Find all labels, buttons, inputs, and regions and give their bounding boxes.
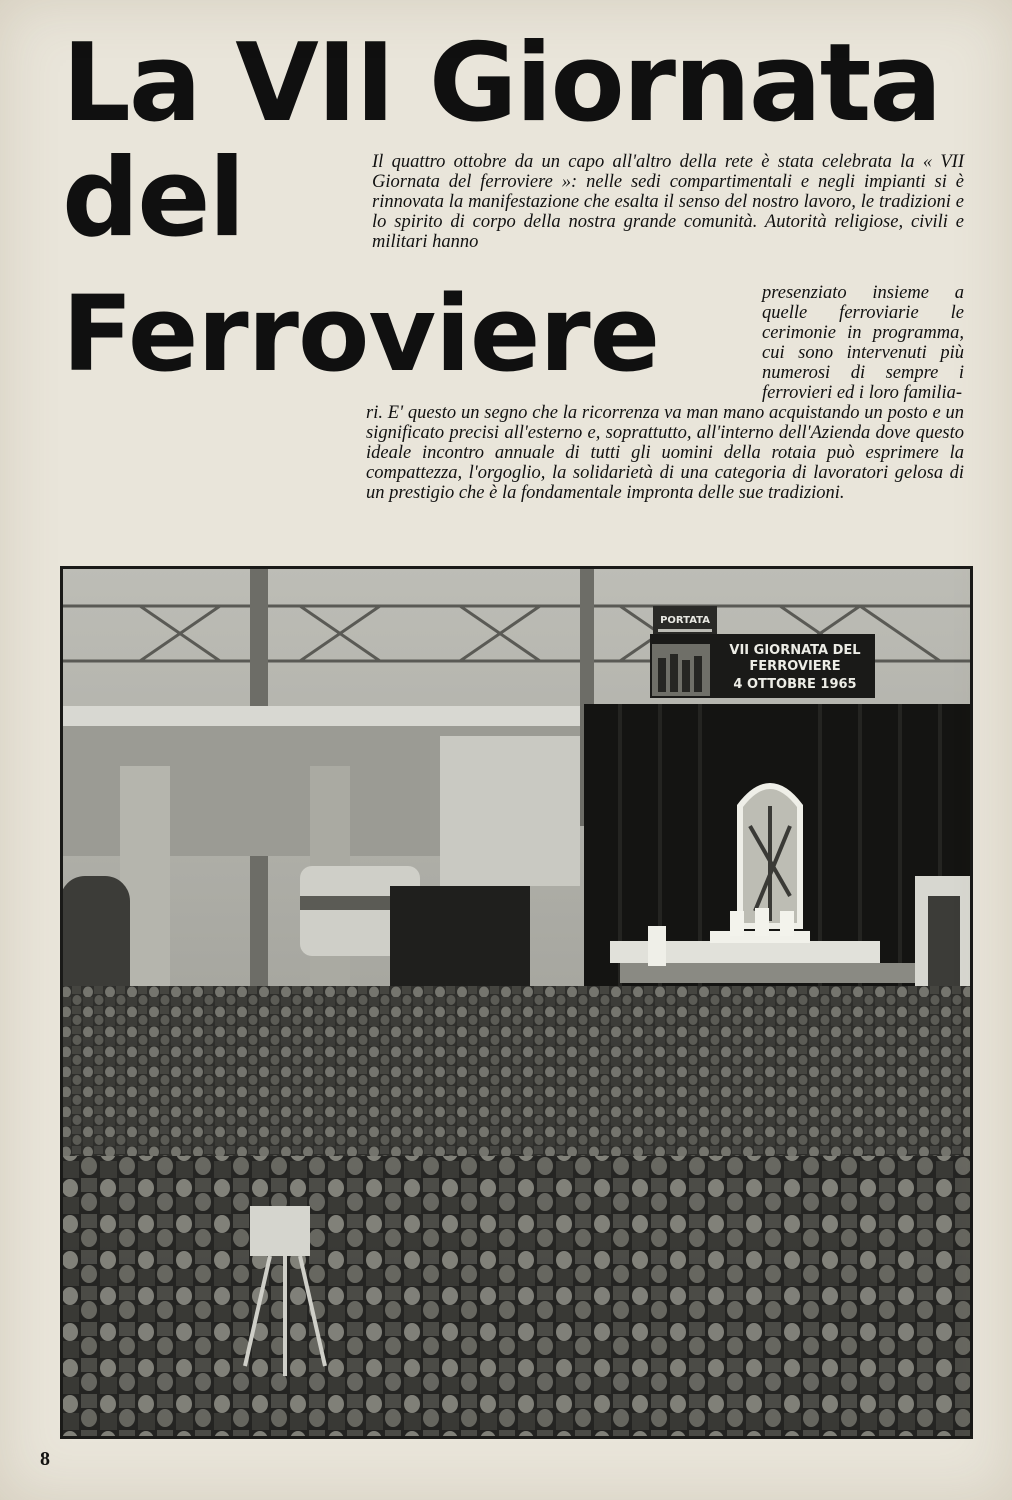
title-line-3: Ferroviere bbox=[62, 273, 660, 395]
banner-line-2: FERROVIERE bbox=[749, 659, 841, 674]
page-number: 8 bbox=[40, 1448, 50, 1470]
ceremony-photo bbox=[60, 566, 973, 1439]
title-line-2: del bbox=[62, 136, 244, 261]
intro-paragraph-part-2: presenziato insieme a quelle ferroviarie le cerimonie in programma, cui sono intervenuti più numerosi di sempre i ferrovieri ed i loro familia- bbox=[762, 283, 964, 403]
banner-line-3: 4 OTTOBRE 1965 bbox=[733, 677, 857, 692]
title-line-1: La VII Giornata bbox=[62, 21, 941, 146]
intro-paragraph-part-3: ri. E' questo un segno che la ricorrenza va man mano acquistando un posto e un significato precisi all'esterno e, soprattutto, all'interno dell'Azienda dove questo ideale incontro annuale di tutti gli uomini della rotaia può esprimere la compattezza, l'orgoglio, la solidarietà di una categoria di lavoratori gelosa di un prestigio che è la fondamentale impronta delle sue tradizioni. bbox=[366, 403, 964, 503]
crane-sign-text: PORTATA bbox=[660, 615, 710, 626]
ceremony-photo-illustration bbox=[60, 566, 973, 1439]
banner-line-1: VII GIORNATA DEL bbox=[729, 643, 861, 658]
intro-paragraph-part-1: Il quattro ottobre da un capo all'altro della rete è stata celebrata la « VII Giornata del ferroviere »: nelle sedi compartimentali e negli impianti si è rinnovata la manifestazione che esalta il senso del nostro lavoro, le tradizioni e lo spirito di corpo della nostra grande comunità. Autorità religiose, civili e militari hanno bbox=[372, 152, 964, 252]
